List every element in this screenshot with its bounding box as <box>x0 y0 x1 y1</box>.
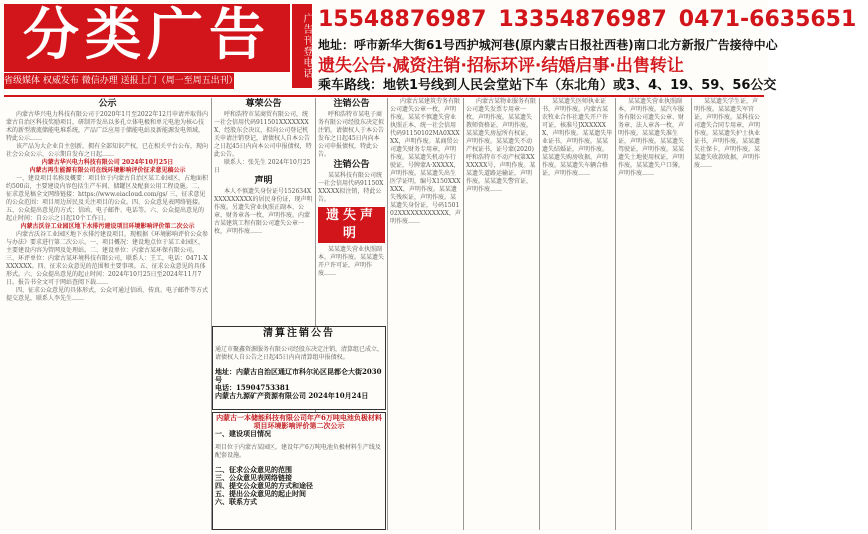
ad-phone-label: 广告刊登电话 <box>292 4 312 88</box>
column-8: 某某遗失学生证，声明作废。某某遗失军官证，声明作废。某科技公司遗失合同专用章，声明作废。某某遗失护士执业证书，声明作废。某某遗失社保卡，声明作废。某某遗失收款收据，声明作废…… <box>694 98 761 169</box>
c1-heading-3: 内蒙古沃谷工业园区地下水排污建设项目环境影响评价第二次公示 <box>20 223 195 230</box>
column-1: 公示 内蒙古华兴电力科技有限公司于2020年1月至2022年12月申请并取得内蒙古自治区科技奖励项目，研制开发出以多孔立体电极和单元电池为核心技术的新型液流储能电堆系统，产品广泛应用于储能电站及新能源发电领域，特此公示…… 该产品为大企业自主创新，拥有全部知识产权，已在相关平台公布，现向社会公众公示，公示期自发布之日起…… 内蒙古华兴电力科技有限公司 2024年10月25日 内蒙古再生能源有限公司在线环境影响评价征求意见稿公示 一、建设项目名称及概要：项目位于内蒙古自治区某工业园区，占地面积约500亩，主要建设内容包括生产车间、储罐区及配套公用工程设施。二、征求意见稿全文网络链接：https://www.eiacloud.com/gs/ 三、征求意见的公众范围：项目周边居民及关注项目的公众。四、公众意见表网络链接。五、公众提出意见的方式：信函、电子邮件、电话等。六、公众提出意见的起止时间：自公示之日起10个工作日。 内蒙古沃谷工业园区地下水排污建设项目环境影响评价第二次公示 内蒙古沃谷工业园区地下水排污建设项目，现根据《环境影响评价公众参与办法》要求进行第二次公示。一、项目概况：建设地点位于某工业园区，主要建设内容为管网及处理站。二、建设单位：内蒙古某环保有限公司。三、环评单位：内蒙古某环境科技有限公司，联系人：王工，电话：0471-XXXXXXX。四、征求公众意见的范围和主要事项。五、征求公众意见的具体形式。六、公众提出意见的起止时间：2024年10月25日至2024年11月7日。报告书全文可于网站查阅下载…… 四、征求公众意见的具体形式，公众可通过信函、传真、电子邮件等方式提交意见，联系人李先生…… <box>4 98 212 530</box>
phone-2: 13354876987 <box>498 7 667 32</box>
eia-item-6: 六、联系方式 <box>215 497 257 506</box>
lost-declaration-banner: 遗失声明 <box>318 207 385 243</box>
brand-title: 分类广告 <box>4 4 290 72</box>
c1-notice-1: 内蒙古华兴电力科技有限公司 2024年10月25日 <box>41 159 174 166</box>
column-3-title-2: 注销公告 <box>333 160 370 170</box>
phone-3: 0471-6635651 <box>678 7 857 32</box>
column-7: 某某遗失营业执照副本，声明作废。某汽车服务有限公司遗失公章、财务章、法人章各一枚，声明作废。某某遗失准生证，声明作废。某某遗失驾驶证，声明作废。某某遗失土地使用权证，声明作废。某某遗失户口簿，声明作废…… <box>616 98 692 530</box>
c1-heading-2: 内蒙古再生能源有限公司在线环境影响评价征求意见稿公示 <box>29 167 186 174</box>
column-6: 某某遗失医师执业证书，声明作废。内蒙古某农牧业合作社遗失开户许可证，核准号JXXXXXXX，声明作废。某某遗失毕业证书，声明作废。某某遗失结婚证，声明作废。某某遗失购房收据，声明作废。某某遗失车辆合格证，声明作废…… <box>540 98 616 530</box>
column-2: 尊荣公告 呼和浩特市某商贸有限公司，统一社会信用代码911501XXXXXXXX，经股东会决议，拟向公司登记机关申请注销登记，请债权人自本公告之日起45日内向本公司申报债权，特此公告。 联系人：张先生 2024年10月25日 声明 本人不慎遗失身份证号152634XXXXXXXXXX的居民身份证，现声明作废。另遗失营业执照正副本、公章、财务章各一枚，声明作废。内蒙古某建筑工程有限公司遗失公章一枚，声明作废…… <box>212 98 316 530</box>
header-divider <box>4 95 764 97</box>
eia-item-1: 一、建设项目情况 <box>215 429 271 438</box>
service-tagline: 遗失公告·减资注销·招标环评·结婚启事·出售转让 <box>318 56 684 76</box>
phone-1: 15548876987 <box>318 7 487 32</box>
column-3-title: 注销公告 <box>333 99 370 109</box>
liquidation-notice: 清算注销公告 通辽市聚鑫资源服务有限公司经股东决定注销，清算组已成立，请债权人自公告之日起45日内向清算组申报债权。 地址：内蒙古自治区通辽市科尔沁区昆都仑大街2030号 电话：15904753381 内蒙古九源矿产资源有限公司 2024年10月24日 <box>212 326 386 410</box>
column-1-title: 公示 <box>98 99 117 109</box>
liquidation-phone: 电话：15904753381 <box>215 383 290 392</box>
column-2-title-2: 声明 <box>254 176 273 186</box>
eia-item-4: 四、提交公众意见的方式和途径 <box>215 481 313 490</box>
masthead <box>0 0 857 93</box>
liquidation-signature: 内蒙古九源矿产资源有限公司 2024年10月24日 <box>215 391 369 400</box>
column-5: 内蒙古某物业服务有限公司遗失发票专用章一枚，声明作废。某某遗失教师资格证，声明作废。某某遗失房屋所有权证，声明作废。某某遗失不动产权证书，证号蒙(2020)呼和浩特市不动产权第XXXXXXX号，声明作废。某某遗失道路运输证，声明作废。某某遗失警官证，声明作废…… <box>464 98 540 530</box>
column-2-title: 尊荣公告 <box>245 99 282 109</box>
column-3: 注销公告 呼和浩特市某电子商务有限公司经股东决定拟注销，请债权人于本公告发布之日起45日内向本公司申报债权，特此公告。 注销公告 某某科技有限公司统一社会信用代码91150XXXXXX拟注销，特此公告。 遗失声明 某某遗失营业执照副本，声明作废。某某遗失开户许可证，声明作废…… <box>316 98 388 530</box>
eia-item-5: 五、提出公众意见的起止时间 <box>215 489 306 498</box>
liquidation-address: 地址：内蒙古自治区通辽市科尔沁区昆都仑大街2030号 <box>215 367 382 384</box>
eia-item-3: 三、公众意见表网络链接 <box>215 473 292 482</box>
phone-numbers <box>318 6 857 34</box>
bus-route: 乘车路线：地铁1号线到人民会堂站下车（东北角）或3、4、19、59、56公交 <box>318 78 777 93</box>
liquidation-title: 清算注销公告 <box>263 328 335 339</box>
eia-notice: 内蒙古一本储能科技有限公司年产6万吨电池负极材料项目环境影响评价第二次公示 一、建设项目情况 项目位于内蒙古某园区，建设年产6万吨电池负极材料生产线及配套设施。 二、征求公众意见的范围 三、公众意见表网络链接 四、提交公众意见的方式和途径 五、提出公众意见的起止时间 六、联系方式 <box>212 412 386 530</box>
brand-subtitle: 省级媒体 权威发布 微信办理 送报上门（周一至周五出刊） <box>4 73 234 89</box>
address: 地址：呼市新华大街61号西护城河巷(原内蒙古日报社西巷)南口北方新报广告接待中心 <box>318 38 778 52</box>
eia-title: 内蒙古一本储能科技有限公司年产6万吨电池负极材料项目环境影响评价第二次公示 <box>216 413 382 430</box>
eia-item-2: 二、征求公众意见的范围 <box>215 465 292 474</box>
column-4: 内蒙古某建筑劳务有限公司遗失公章一枚，声明作废。某某不慎遗失营业执照正本，统一社会信用代码91150102MA0XXXXX，声明作废。某商贸公司遗失财务专用章，声明作废。某某遗失机动车行驶证，号牌蒙A·XXXXX，声明作废。某某遗失出生医学证明，编号X150XXXXXX，声明作废。某某遗失残疾证，声明作废。某某遗失身份证，号码150102XXXXXXXXXXXX，声明作废…… <box>388 98 464 530</box>
